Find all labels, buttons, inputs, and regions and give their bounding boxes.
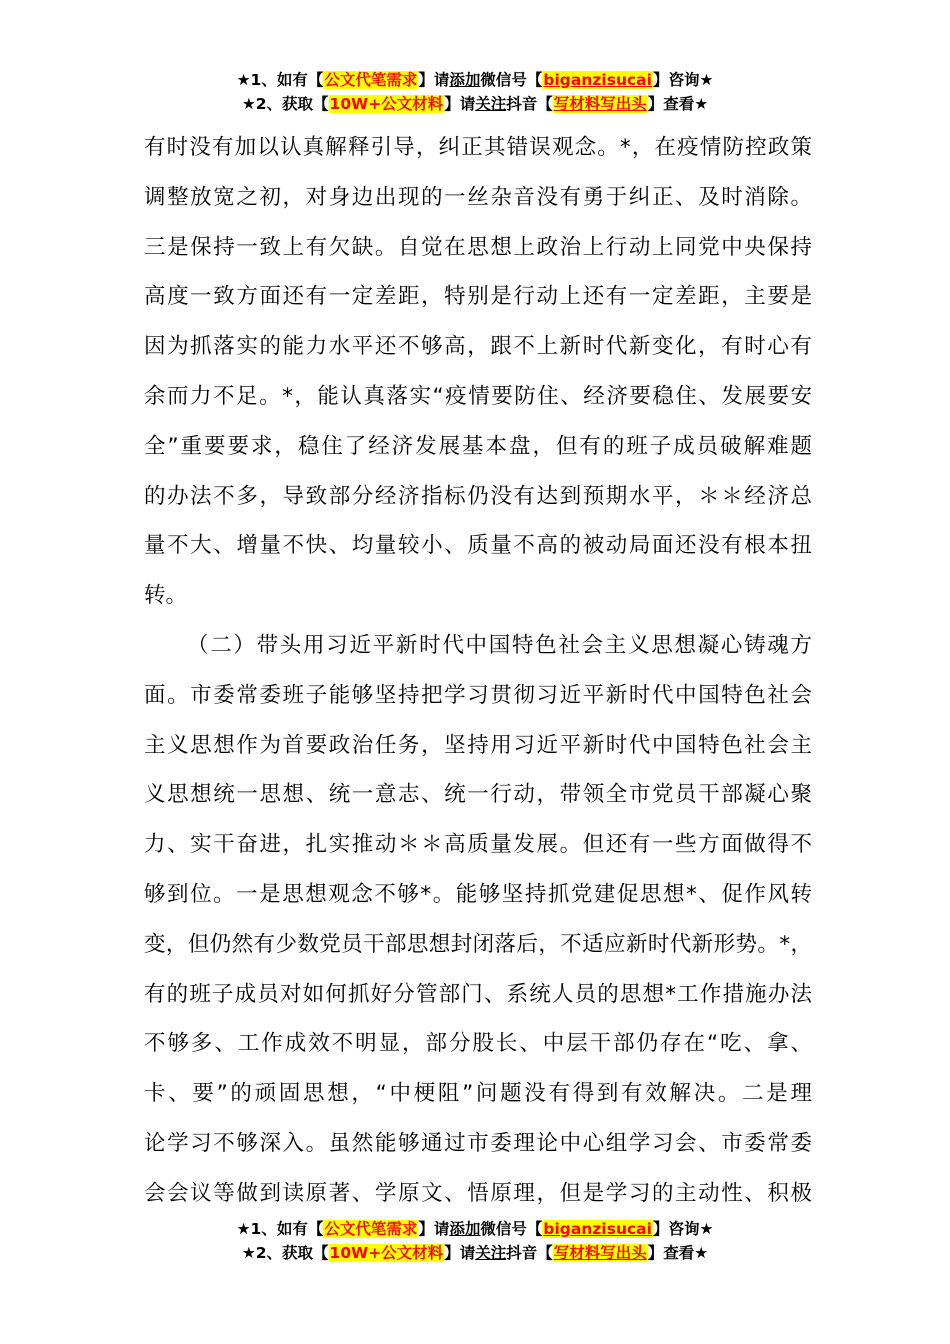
highlight-douyin-account: 写材料写出头 xyxy=(553,1244,647,1262)
header-banner xyxy=(0,68,950,116)
body-line: 高度一致方面还有一定差距，特别是行动上还有一定差距，主要是 xyxy=(144,284,812,310)
banner-text: 抖音【 xyxy=(506,95,553,113)
banner-text: ★2、获取【 xyxy=(241,1244,329,1262)
banner-text: ★1、如有【 xyxy=(236,71,324,89)
body-line: 转。 xyxy=(144,583,188,609)
banner-text: 】请 xyxy=(418,1220,450,1238)
highlight-douyin-account: 写材料写出头 xyxy=(553,95,647,113)
banner-underlined-word: 关注 xyxy=(475,95,507,113)
banner-text: 微信号【 xyxy=(480,71,543,89)
banner-line-1 xyxy=(0,68,950,92)
body-line: 不够多、工作成效不明显，部分股长、中层干部仍存在“吃、拿、 xyxy=(144,1031,812,1057)
body-line: 义思想统一思想、统一意志、统一行动，带领全市党员干部凝心聚 xyxy=(144,782,812,808)
highlight-materials: 10W+公文材料 xyxy=(329,95,444,113)
body-line: 因为抓落实的能力水平还不够高，跟不上新时代新变化，有时心有 xyxy=(144,334,812,360)
document-body xyxy=(144,123,812,1219)
banner-text: 抖音【 xyxy=(506,1244,553,1262)
highlight-wechat-id: biganzisucai xyxy=(543,1220,652,1238)
body-line: 够到位。一是思想观念不够*。能够坚持抓党建促思想*、促作风转 xyxy=(144,881,812,907)
body-line: 量不大、增量不快、均量较小、质量不高的被动局面还没有根本扭 xyxy=(144,533,812,559)
banner-text: 】请 xyxy=(444,1244,476,1262)
section-heading-line: （二）带头用习近平新时代中国特色社会主义思想凝心铸魂方 xyxy=(187,632,812,658)
body-line: 面。市委常委班子能够坚持把学习贯彻习近平新时代中国特色社会 xyxy=(144,682,812,708)
body-line: 的办法不多，导致部分经济指标仍没有达到预期水平，＊＊经济总 xyxy=(144,483,812,509)
body-line: 主义思想作为首要政治任务，坚持用习近平新时代中国特色社会主 xyxy=(144,732,812,758)
body-line: 有时没有加以认真解释引导，纠正其错误观念。*，在疫情防控政策 xyxy=(144,135,812,160)
banner-text: 】查看★ xyxy=(647,1244,709,1262)
highlight-service: 公文代笔需求 xyxy=(324,1220,418,1238)
banner-underlined-word: 关注 xyxy=(475,1244,507,1262)
banner-line-2 xyxy=(0,92,950,116)
banner-text: 】查看★ xyxy=(647,95,709,113)
body-line: 论学习不够深入。虽然能够通过市委理论中心组学习会、市委常委 xyxy=(144,1130,812,1156)
body-line: 全”重要要求，稳住了经济发展基本盘，但有的班子成员破解难题 xyxy=(144,433,812,459)
highlight-materials: 10W+公文材料 xyxy=(329,1244,444,1262)
banner-line-2 xyxy=(0,1241,950,1265)
banner-line-1 xyxy=(0,1217,950,1241)
body-line: 卡、要”的顽固思想，“中梗阻”问题没有得到有效解决。二是理 xyxy=(144,1081,812,1107)
banner-underlined-word: 添加 xyxy=(449,71,481,89)
banner-text: ★2、获取【 xyxy=(241,95,329,113)
footer-banner xyxy=(0,1217,950,1265)
banner-text: 】请 xyxy=(418,71,450,89)
banner-text: 】咨询★ xyxy=(652,1220,714,1238)
body-line: 调整放宽之初，对身边出现的一丝杂音没有勇于纠正、及时消除。 xyxy=(144,184,812,210)
banner-underlined-word: 添加 xyxy=(449,1220,481,1238)
body-line: 有的班子成员对如何抓好分管部门、系统人员的思想*工作措施办法 xyxy=(144,981,812,1007)
body-line: 余而力不足。*，能认真落实“疫情要防住、经济要稳住、发展要安 xyxy=(144,383,812,409)
body-line: 变，但仍然有少数党员干部思想封闭落后，不适应新时代新形势。*， xyxy=(144,931,812,957)
highlight-service: 公文代笔需求 xyxy=(324,71,418,89)
body-line: 力、实干奋进，扎实推动＊＊高质量发展。但还有一些方面做得不 xyxy=(144,832,812,858)
banner-text: 】咨询★ xyxy=(652,71,714,89)
banner-text: ★1、如有【 xyxy=(236,1220,324,1238)
banner-text: 微信号【 xyxy=(480,1220,543,1238)
banner-text: 】请 xyxy=(444,95,476,113)
body-line: 三是保持一致上有欠缺。自觉在思想上政治上行动上同党中央保持 xyxy=(144,234,812,260)
highlight-wechat-id: biganzisucai xyxy=(543,71,652,89)
body-line: 会会议等做到读原著、学原文、悟原理，但是学习的主动性、积极 xyxy=(144,1180,812,1206)
